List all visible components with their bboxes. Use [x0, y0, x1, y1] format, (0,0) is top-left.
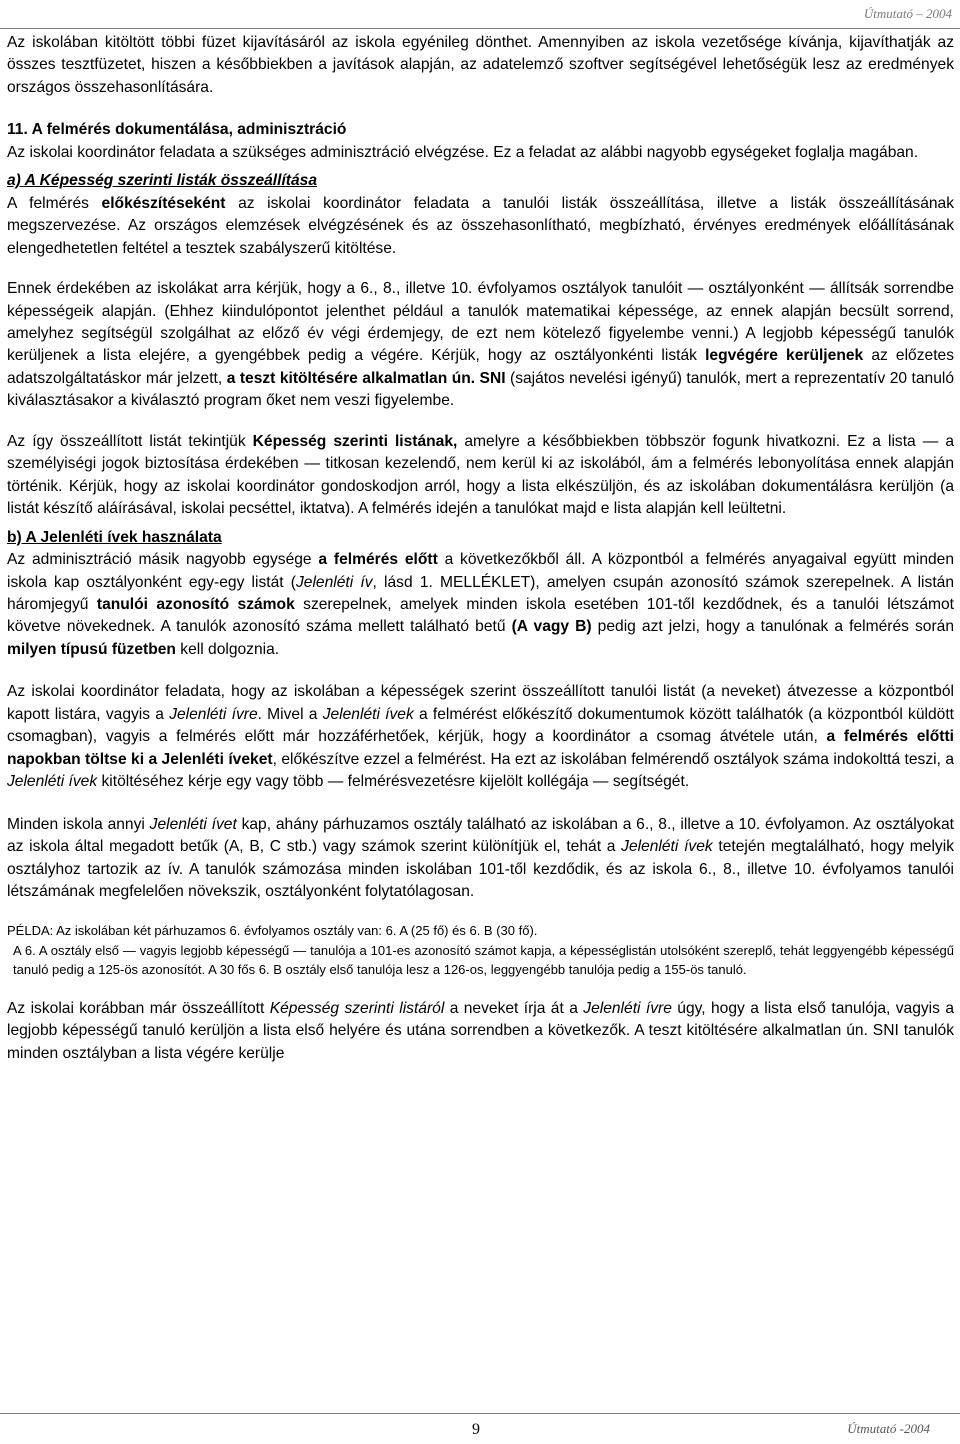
- subsection-b-paragraph-3: Minden iskola annyi Jelenléti ívet kap, ahány párhuzamos osztály található az iskolában a 6., 8., illetve a 10. évfolyamon. Az osztályokat az iskola által megadott betűk (A, B, C stb.) vagy számok szerint különítjük el, tehát a Jelenléti ívek tetején megtalálható, hogy melyik osztályhoz tartozik az ív. A tanulók számozása minden iskolában 101-től kezdődik, és az iskola 6., 8., illetve 10. évfolyamos tanulói létszámának megfelelően növekszik, osztályonként folytatólagosan.: [7, 815, 954, 900]
- subsection-a-heading: a) A Képesség szerinti listák összeállítása: [7, 172, 317, 190]
- subsection-a-paragraph-2: Ennek érdekében az iskolákat arra kérjük, hogy a 6., 8., illetve 10. évfolyamos osztályok tanulóit — osztályonként — állítsák sorrendbe képességeik alapján. (Ehhez kiindulópontot jelenthet például a tanulók matematikai képessége, az ennek alapján becsült sorrend, amelyhez segítségül szolgálhat az előző év végi érdemjegy, de ezt nem kötelező figyelembe venni.) A legjobb képességű tanulók kerüljenek a lista elejére, a gyengébbek pedig a végére. Kérjük, hogy az osztályonkénti listák legvégére kerüljenek az előzetes adatszolgáltatáskor már jelzett, a teszt kitöltésére alkalmatlan ún. SNI (sajátos nevelési igényű) tanulók, mert a reprezentatív 20 tanuló kiválasztásakor a kiválasztó program őket nem veszi figyelembe.: [7, 280, 954, 410]
- paragraph-intro: Az iskolában kitöltött többi füzet kijavításáról az iskola egyénileg dönthet. Amennyiben az iskola vezetősége kívánja, kijavíthatják az összes tesztfüzetet, hiszen a későbbiekben a javítások alapján, az adatelemző szoftver segítségével lehetőségük lesz az eredmények országos összehasonlítására.: [7, 34, 954, 96]
- example-line-1: PÉLDA: Az iskolában két párhuzamos 6. évfolyamos osztály van: 6. A (25 fő) és 6. B (30 fő).: [7, 923, 538, 939]
- section-11-heading: 11. A felmérés dokumentálása, adminisztráció: [7, 121, 347, 139]
- running-header: Útmutató – 2004: [863, 6, 952, 21]
- subsection-b-paragraph-2: Az iskolai koordinátor feladata, hogy az iskolában a képességek szerint összeállított tanulói listát (a neveket) átvezesse a központból kapott listára, vagyis a Jelenléti ívre. Mivel a Jelenléti ívek a felmérést előkészítő dokumentumok között találhatók (a központból küldött csomagban), vagyis a felmérés előtt már hozzáférhetőek, kérjük, hogy a koordinátor a csomag átvétele után, a felmérés előtti napokban töltse ki a Jelenléti íveket, előkészítve ezzel a felmérést. Ha ezt az iskolában felmérendő osztályok száma indokolttá teszi, a Jelenléti ívek kitöltéséhez kérje egy vagy több — felmérésvezetésre kijelölt kollégája — segítségét.: [7, 683, 954, 791]
- running-footer: Útmutató -2004: [847, 1421, 930, 1436]
- subsection-b-paragraph-1: Az adminisztráció másik nagyobb egysége a felmérés előtt a következőkből áll. A központból a felmérés anyagaival együtt minden iskola kap osztályonként egy-egy listát (Jelenléti ív, lásd 1. MELLÉKLET), amelyen csupán azonosító számok szerepelnek. A listán háromjegyű tanulói azonosító számok szerepelnek, amelyek minden iskola esetében 101-től kezdődnek, és a tanulói létszámot követve növekednek. A tanulók azonosító száma mellett található betű (A vagy B) pedig azt jelzi, hogy a tanulónak a felmérés során milyen típusú füzetben kell dolgoznia.: [7, 551, 955, 658]
- header-rule: [0, 28, 960, 29]
- subsection-b-paragraph-4: Az iskolai korábban már összeállított Képesség szerinti listáról a neveket írja át a Jelenléti ívre úgy, hogy a lista első tanulója, vagyis a legjobb képességű tanuló kerüljön a lista első helyére és utána sorrendben a következők. A teszt kitöltésére alkalmatlan ún. SNI tanulók minden osztályban a lista végére kerülje: [7, 999, 954, 1062]
- page-number: 9: [472, 1421, 480, 1438]
- example-line-2: A 6. A osztály első — vagyis legjobb képességű — tanulója a 101-es azonosító számot kapja, a képességlistán utolsóként szereplő, tehát leggyengébb képességű tanuló pedig a 125-ös azonosítót. A 30 fős 6. B osztály első tanulója lesz a 126-os, leggyengébb tanulója pedig a 155-ös tanuló.: [13, 942, 954, 978]
- section-11-body: Az iskolai koordinátor feladata a szükséges adminisztráció elvégzése. Ez a feladat az alábbi nagyobb egységeket foglalja magában.: [7, 143, 919, 161]
- subsection-b-heading: b) A Jelenléti ívek használata: [7, 528, 222, 546]
- subsection-a-paragraph-1: A felmérés előkészítéseként az iskolai koordinátor feladata a tanulói listák összeállítása, illetve a listák összeállításának megszervezése. Az országos elemzések elvégzésének és az összehasonlítható, megbízható, érvényes eredmények előállításának elengedhetetlen feltétel a tesztek szabályszerű kitöltése.: [7, 194, 955, 257]
- subsection-a-paragraph-3: Az így összeállított listát tekintjük Képesség szerinti listának, amelyre a későbbiekben többször fogunk hivatkozni. Ez a lista — a személyiségi jogok biztosítása érdekében — titkosan kezelendő, nem kerül ki az iskolából, ám a felmérés lebonyolítása ennek alapján történik. Kérjük, hogy az iskolai koordinátor gondoskodjon arról, hogy a lista elkészüljön, és az iskolában dokumentálásra kerüljön (a listát készítő aláírásával, iskolai pecséttel, iktatva). A felmérés idején a tanulókat majd e lista alapján kell leültetni.: [7, 432, 954, 518]
- page-body: [7, 32, 954, 1065]
- footer-rule: [0, 1413, 960, 1414]
